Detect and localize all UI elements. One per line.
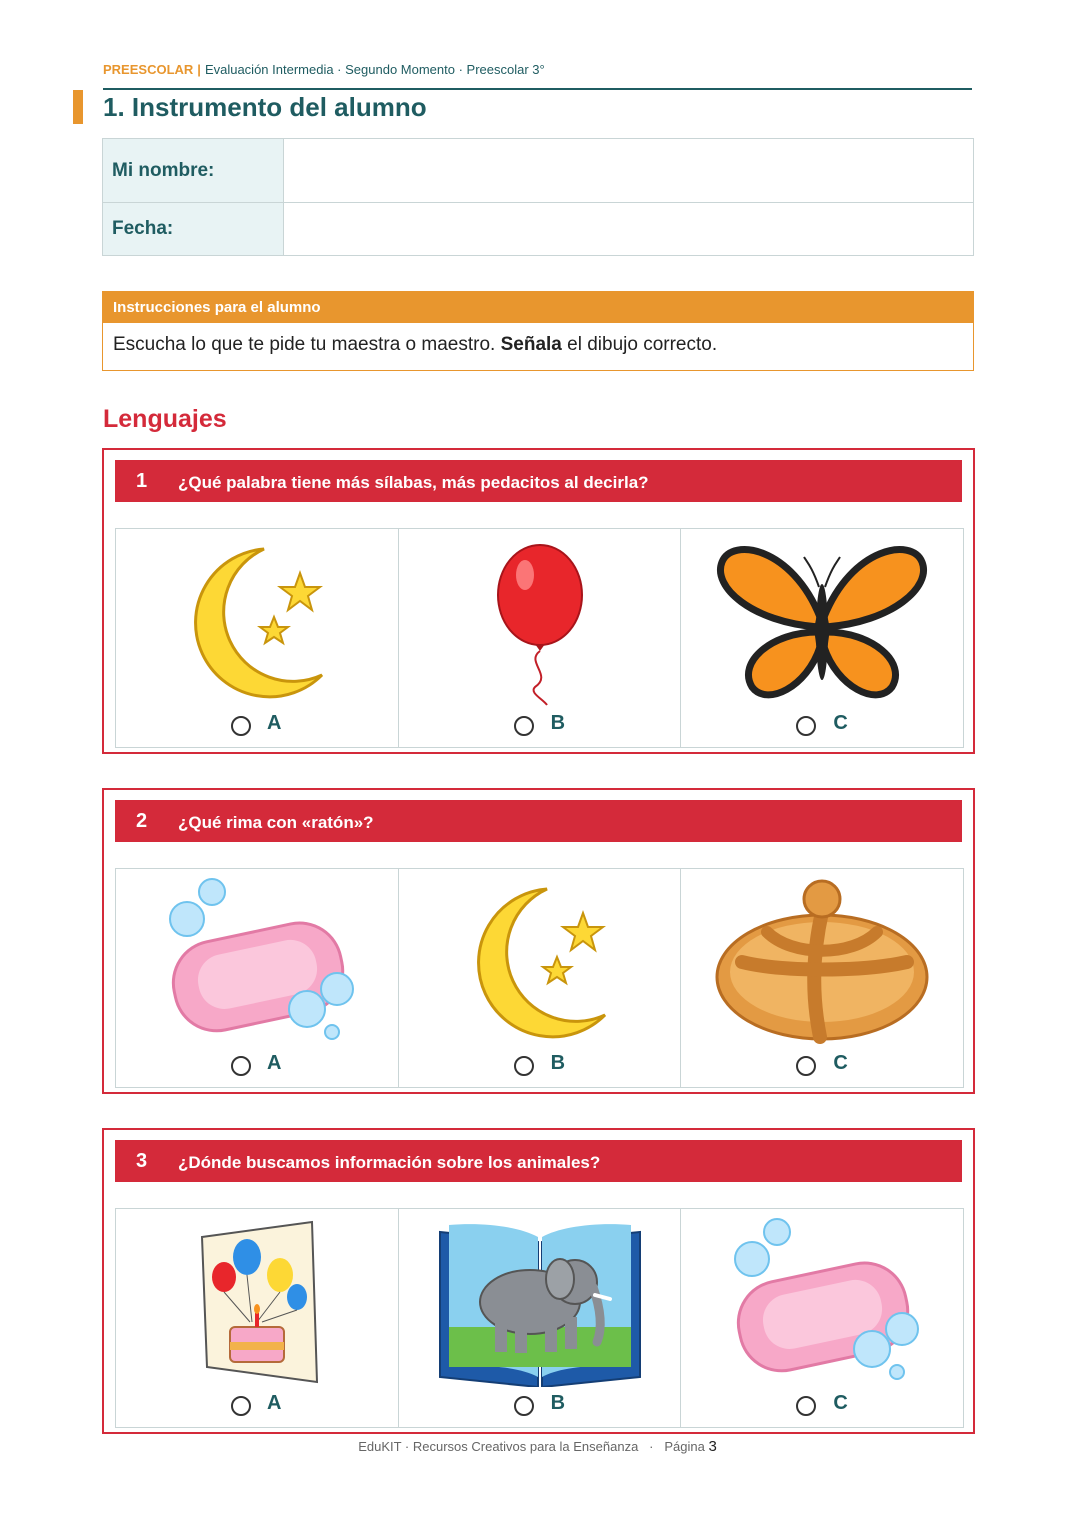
birthday-card-icon bbox=[172, 1217, 342, 1387]
page-title: 1. Instrumento del alumno bbox=[103, 92, 427, 122]
option-letter: B bbox=[550, 1052, 566, 1074]
option-c[interactable] bbox=[681, 529, 963, 747]
option-letter: C bbox=[833, 712, 848, 734]
student-info-table bbox=[102, 138, 974, 256]
question-header bbox=[115, 460, 962, 502]
question-2 bbox=[102, 788, 975, 1094]
radio-button[interactable] bbox=[231, 1396, 251, 1416]
radio-button[interactable] bbox=[514, 1056, 534, 1076]
question-text: ¿Qué palabra tiene más sílabas, más pedacitos al decirla? bbox=[178, 473, 649, 492]
radio-button[interactable] bbox=[796, 1396, 816, 1416]
question-1 bbox=[102, 448, 975, 754]
options-row bbox=[115, 868, 964, 1088]
question-header bbox=[115, 800, 962, 842]
instructions-header: Instrucciones para el alumno bbox=[103, 292, 973, 323]
radio-button[interactable] bbox=[231, 716, 251, 736]
page-header bbox=[103, 62, 972, 90]
options-row bbox=[115, 528, 964, 748]
option-letter: C bbox=[833, 1392, 848, 1414]
radio-button[interactable] bbox=[796, 1056, 816, 1076]
radio-button[interactable] bbox=[231, 1056, 251, 1076]
question-header bbox=[115, 1140, 962, 1182]
question-text: ¿Dónde buscamos información sobre los animales? bbox=[178, 1153, 601, 1172]
option-letter: A bbox=[267, 712, 282, 734]
option-a[interactable] bbox=[116, 869, 399, 1087]
level-tag: PREESCOLAR bbox=[103, 62, 194, 77]
instructions-text bbox=[103, 323, 973, 370]
option-letter: A bbox=[267, 1052, 282, 1074]
page-number: 3 bbox=[708, 1438, 717, 1455]
butterfly-icon bbox=[712, 537, 932, 707]
radio-button[interactable] bbox=[514, 1396, 534, 1416]
question-number: 1 bbox=[136, 470, 148, 492]
option-letter: A bbox=[267, 1392, 282, 1414]
option-b[interactable] bbox=[399, 869, 682, 1087]
option-c[interactable] bbox=[681, 1209, 963, 1427]
page-label: Página bbox=[664, 1439, 705, 1454]
question-number: 3 bbox=[136, 1150, 148, 1172]
instructions-box bbox=[102, 291, 974, 371]
section-title: Lenguajes bbox=[103, 405, 227, 433]
date-label: Fecha: bbox=[103, 203, 284, 256]
option-a[interactable] bbox=[116, 1209, 399, 1427]
option-letter: C bbox=[833, 1052, 848, 1074]
question-text: ¿Qué rima con «ratón»? bbox=[178, 813, 374, 832]
option-letter: B bbox=[550, 1392, 566, 1414]
option-a[interactable] bbox=[116, 529, 399, 747]
header-separator: | bbox=[197, 62, 201, 77]
instructions-text-end: el dibujo correcto. bbox=[561, 334, 718, 355]
options-row bbox=[115, 1208, 964, 1428]
soap-icon bbox=[157, 877, 357, 1047]
balloon-icon bbox=[455, 537, 625, 707]
name-field[interactable] bbox=[284, 139, 974, 203]
radio-button[interactable] bbox=[796, 716, 816, 736]
pan-de-muerto-icon bbox=[712, 877, 932, 1047]
footer-text: EduKIT · Recursos Creativos para la Enseñanza bbox=[358, 1439, 639, 1454]
date-field[interactable] bbox=[284, 203, 974, 256]
footer-dot: · bbox=[649, 1439, 654, 1454]
radio-button[interactable] bbox=[514, 716, 534, 736]
name-label: Mi nombre: bbox=[103, 139, 284, 203]
moon-stars-icon bbox=[455, 877, 625, 1047]
option-letter: B bbox=[550, 712, 566, 734]
instructions-text-bold: Señala bbox=[500, 334, 562, 355]
header-subtitle: Evaluación Intermedia · Segundo Momento · Preescolar 3° bbox=[204, 62, 545, 77]
question-3 bbox=[102, 1128, 975, 1434]
title-accent-bar bbox=[73, 90, 83, 124]
option-c[interactable] bbox=[681, 869, 963, 1087]
moon-stars-icon bbox=[172, 537, 342, 707]
option-b[interactable] bbox=[399, 529, 682, 747]
instructions-text-start: Escucha lo que te pide tu maestra o maestro. bbox=[113, 334, 501, 355]
page-footer bbox=[0, 1438, 1075, 1455]
option-b[interactable] bbox=[399, 1209, 682, 1427]
soap-icon bbox=[722, 1217, 922, 1387]
question-number: 2 bbox=[136, 810, 148, 832]
animal-book-icon bbox=[435, 1217, 645, 1387]
